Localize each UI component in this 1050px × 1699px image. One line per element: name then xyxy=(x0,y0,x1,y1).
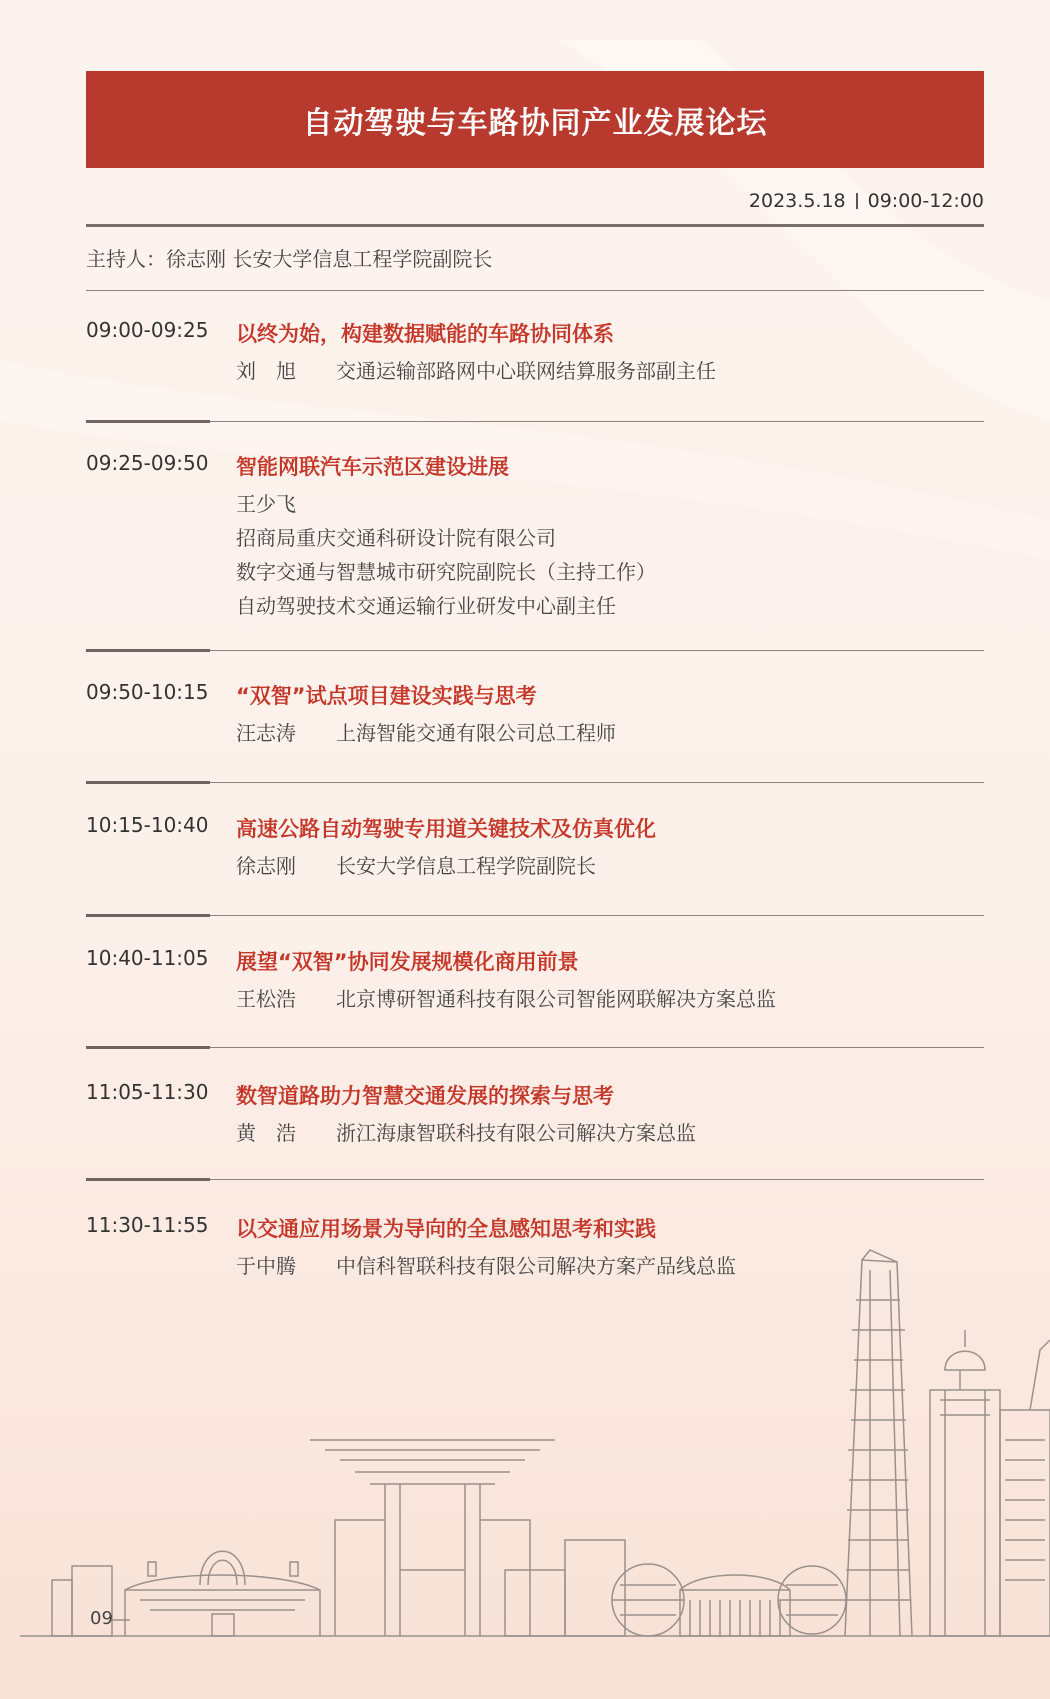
session-title: 展望“双智”协同发展规模化商用前景 xyxy=(236,950,579,974)
speaker-affiliation: 浙江海康智联科技有限公司解决方案总监 xyxy=(336,1121,696,1145)
session-divider-accent xyxy=(86,1046,210,1049)
speaker-affiliation: 交通运输部路网中心联网结算服务部副主任 xyxy=(336,359,716,383)
session-time: 10:40-11:05 xyxy=(86,946,209,970)
speaker-affiliation: 中信科智联科技有限公司解决方案产品线总监 xyxy=(336,1254,736,1278)
speaker-affiliation-line: 招商局重庆交通科研设计院有限公司 xyxy=(236,526,556,550)
session-title: 高速公路自动驾驶专用道关键技术及仿真优化 xyxy=(236,817,656,841)
session-title: “双智”试点项目建设实践与思考 xyxy=(236,684,537,708)
session-divider-accent xyxy=(86,781,210,784)
session-title: 以交通应用场景为导向的全息感知思考和实践 xyxy=(236,1217,656,1241)
forum-host: 主持人：徐志刚 长安大学信息工程学院副院长 xyxy=(86,247,493,271)
session-time: 09:25-09:50 xyxy=(86,451,209,475)
page-number: 09 xyxy=(90,1608,113,1629)
speaker-affiliation-line: 自动驾驶技术交通运输行业研发中心副主任 xyxy=(236,594,616,618)
forum-time: 09:00-12:00 xyxy=(867,190,984,212)
speaker-name: 徐志刚 xyxy=(236,854,296,878)
session-time: 10:15-10:40 xyxy=(86,813,209,837)
host-divider xyxy=(86,290,984,291)
speaker-affiliation-line: 数字交通与智慧城市研究院副院长（主持工作） xyxy=(236,560,656,584)
session-title: 数智道路助力智慧交通发展的探索与思考 xyxy=(236,1084,614,1108)
session-time: 11:30-11:55 xyxy=(86,1213,209,1237)
session-divider xyxy=(86,782,984,783)
speaker-row xyxy=(236,716,616,750)
forum-title-banner xyxy=(86,71,984,168)
session-divider-accent xyxy=(86,914,210,917)
session-time: 09:00-09:25 xyxy=(86,318,209,342)
session-divider xyxy=(86,1047,984,1048)
session-divider-accent xyxy=(86,649,210,652)
speaker-affiliation: 北京博研智通科技有限公司智能网联解决方案总监 xyxy=(336,987,776,1011)
speaker-affiliation: 长安大学信息工程学院副院长 xyxy=(336,854,596,878)
session-divider-accent xyxy=(86,420,210,423)
session-divider-accent xyxy=(86,1178,210,1181)
session-divider xyxy=(86,421,984,422)
speaker-row xyxy=(236,849,596,883)
speaker-name: 王少飞 xyxy=(236,492,296,516)
session-divider xyxy=(86,1179,984,1180)
forum-date: 2023.5.18 xyxy=(748,190,846,212)
speaker-name: 刘 旭 xyxy=(236,359,296,383)
speaker-row xyxy=(236,354,716,388)
speaker-row xyxy=(236,1116,696,1150)
speaker-name: 黄 浩 xyxy=(236,1121,296,1145)
header-divider xyxy=(86,224,984,227)
session-time: 09:50-10:15 xyxy=(86,680,209,704)
forum-title: 自动驾驶与车路协同产业发展论坛 xyxy=(302,105,768,141)
datetime-separator xyxy=(856,193,858,209)
session-time: 11:05-11:30 xyxy=(86,1080,209,1104)
session-title: 以终为始，构建数据赋能的车路协同体系 xyxy=(236,322,614,346)
session-title: 智能网联汽车示范区建设进展 xyxy=(236,455,509,479)
forum-datetime xyxy=(749,190,984,212)
speaker-name: 王松浩 xyxy=(236,987,296,1011)
speaker-name: 于中腾 xyxy=(236,1254,296,1278)
city-skyline-illustration xyxy=(0,1240,1050,1699)
speaker-affiliation: 上海智能交通有限公司总工程师 xyxy=(336,721,616,745)
speaker-row xyxy=(236,982,776,1016)
session-divider xyxy=(86,915,984,916)
speaker-name: 汪志涛 xyxy=(236,721,296,745)
session-divider xyxy=(86,650,984,651)
